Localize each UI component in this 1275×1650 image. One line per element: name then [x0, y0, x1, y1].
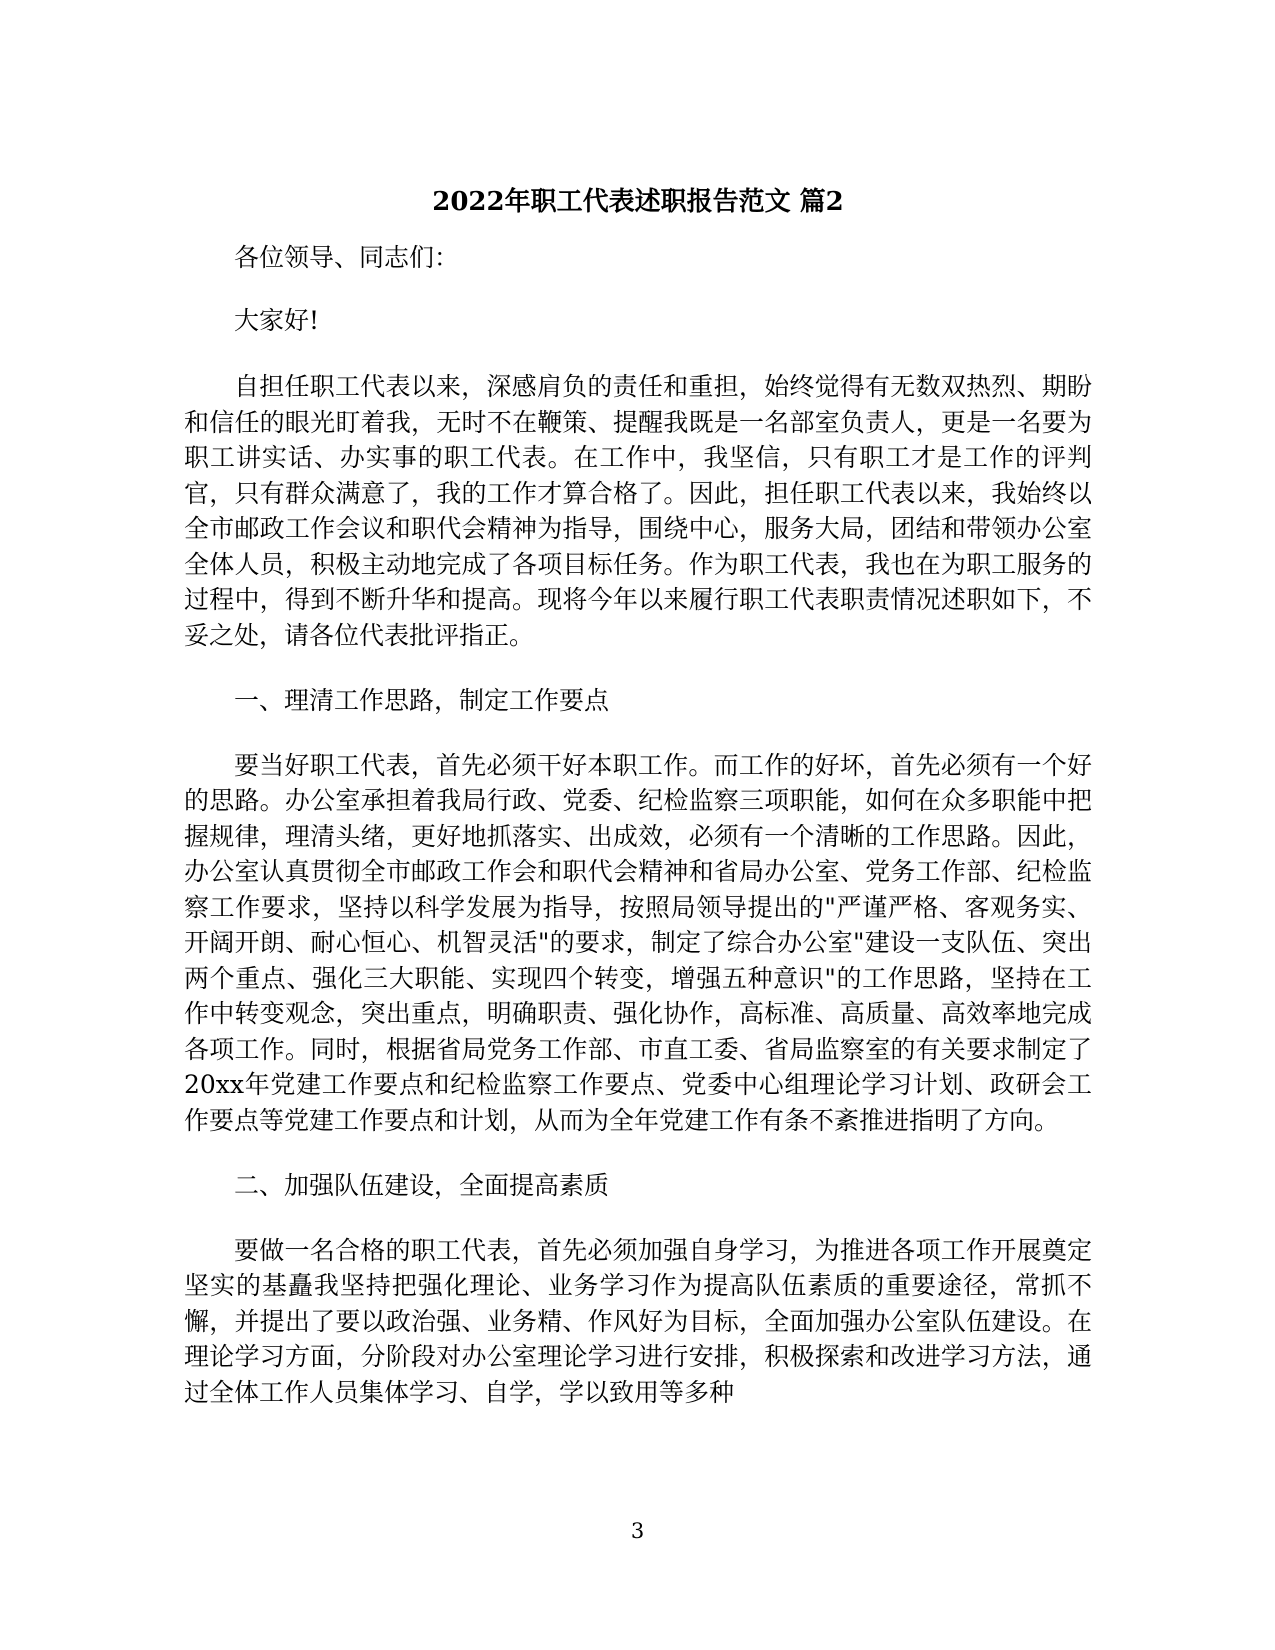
section-1-paragraph: 要当好职工代表，首先必须干好本职工作。而工作的好坏，首先必须有一个好的思路。办公室承担着我局行政、党委、纪检监察三项职能，如何在众多职能中把握规律，理清头绪，更好地抓落实、出成效，必须有一个清晰的工作思路。因此，办公室认真贯彻全市邮政工作会和职代会精神和省局办公室、党务工作部、纪检监察工作要求，坚持以科学发展为指导，按照局领导提出的"严谨严格、客观务实、开阔开朗、耐心恒心、机智灵活"的要求，制定了综合办公室"建设一支队伍、突出两个重点、强化三大职能、实现四个转变，增强五种意识"的工作思路，坚持在工作中转变观念，突出重点，明确职责、强化协作，高标准、高质量、高效率地完成各项工作。同时，根据省局党务工作部、市直工委、省局监察室的有关要求制定了20xx年党建工作要点和纪检监察工作要点、党委中心组理论学习计划、政研会工作要点等党建工作要点和计划，从而为全年党建工作有条不紊推进指明了方向。: [184, 750, 1092, 1135]
page-number: 3: [630, 1519, 645, 1543]
document-page: [184, 160, 1092, 1410]
intro-paragraph: 自担任职工代表以来，深感肩负的责任和重担，始终觉得有无数双热烈、期盼和信任的眼光盯着我，无时不在鞭策、提醒我既是一名部室负责人，更是一名要为职工讲实话、办实事的职工代表。在工作中，我坚信，只有职工才是工作的评判官，只有群众满意了，我的工作才算合格了。因此，担任职工代表以来，我始终以全市邮政工作会议和职代会精神为指导，围绕中心，服务大局，团结和带领办公室全体人员，积极主动地完成了各项目标任务。作为职工代表，我也在为职工服务的过程中，得到不断升华和提高。现将今年以来履行职工代表职责情况述职如下，不妥之处，请各位代表批评指正。: [184, 372, 1092, 650]
greeting-paragraph: 大家好!: [234, 305, 320, 335]
section-heading-2: 二、加强队伍建设，全面提高素质: [234, 1171, 610, 1200]
section-heading-1: 一、理清工作思路，制定工作要点: [234, 686, 610, 715]
salutation-paragraph: 各位领导、同志们：: [234, 243, 460, 272]
document-title: 2022年职工代表述职报告范文 篇2: [432, 187, 844, 217]
section-2-paragraph: 要做一名合格的职工代表，首先必须加强自身学习，为推进各项工作开展奠定坚实的基矗我坚持把强化理论、业务学习作为提高队伍素质的重要途径，常抓不懈，并提出了要以政治强、业务精、作风好为目标，全面加强办公室队伍建设。在理论学习方面，分阶段对办公室理论学习进行安排，积极探索和改进学习方法，通过全体工作人员集体学习、自学，学以致用等多种: [184, 1235, 1092, 1407]
